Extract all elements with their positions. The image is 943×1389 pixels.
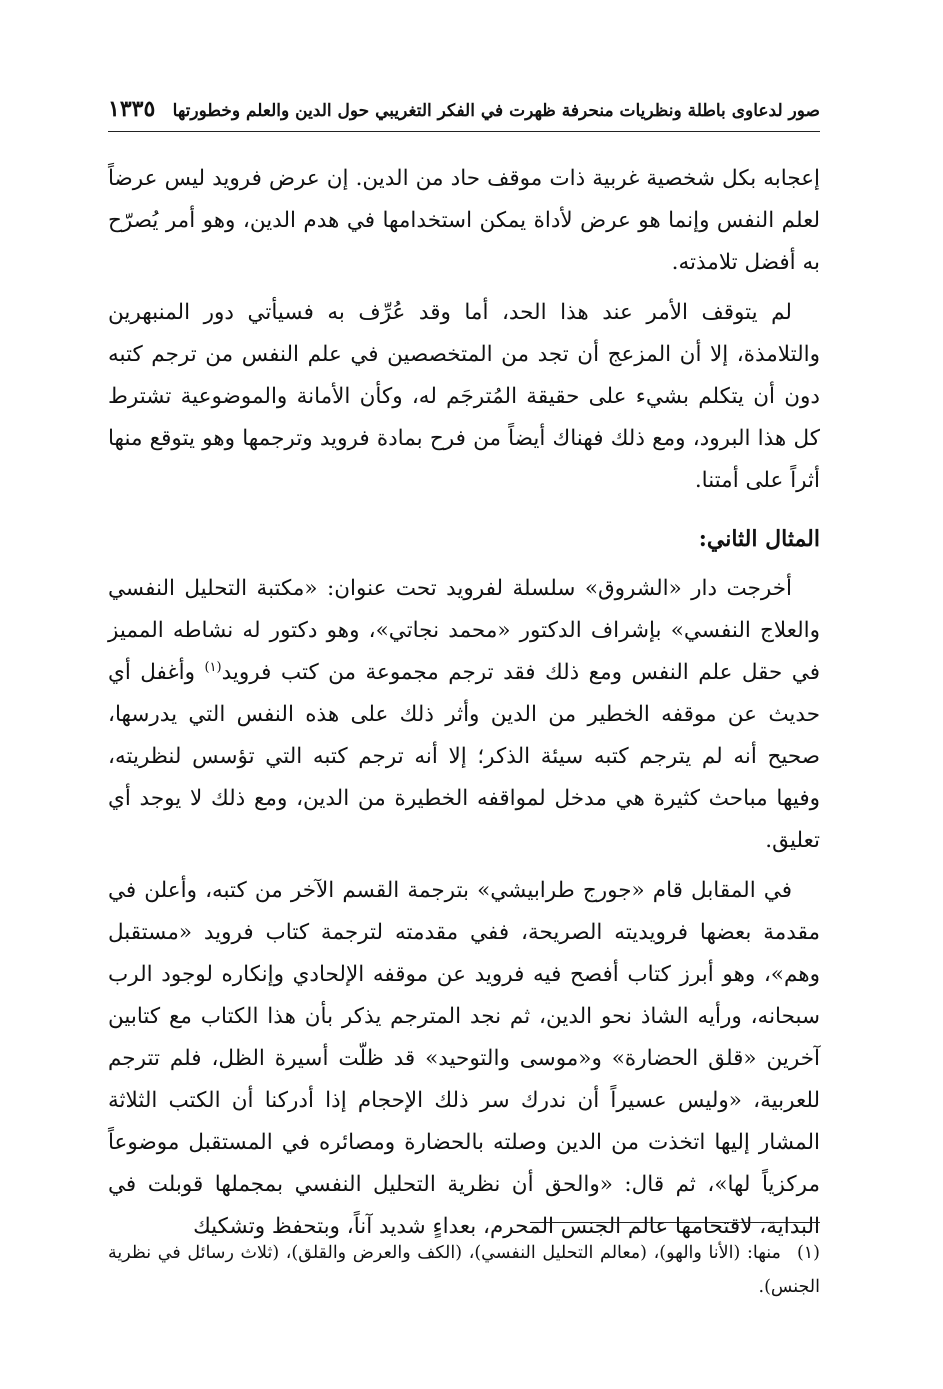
body-text <box>108 158 820 1248</box>
example-paragraph <box>108 568 820 862</box>
example-text-end: وأغفل أي حديث عن موقفه الخطير من الدين وأثر ذلك على هذه النفس التي يدرسها، صحيح أنه لم يترجم كتبه سيئة الذكر؛ إلا أنه ترجم كتبه التي تؤسس لنظريته، وفيها مباحث كثيرة هي مدخل لمواقفه الخطيرة من الدين، ومع ذلك لا يوجد أي تعليق. <box>108 660 820 853</box>
paragraph: إعجابه بكل شخصية غربية ذات موقف حاد من الدين. إن عرض فرويد ليس عرضاً لعلم النفس وإنما هو عرض لأداة يمكن استخدامها في هدم الدين، وهو أمر يُصرّح به أفضل تلامذته. <box>108 166 820 275</box>
footnote-reference[interactable]: (١) <box>204 659 222 675</box>
paragraph: لم يتوقف الأمر عند هذا الحد، أما وقد عُرِّف به فسيأتي دور المنبهرين والتلامذة، إلا أن المزعج أن تجد من المتخصصين في علم النفس من ترجم كتبه دون أن يتكلم بشيء على حقيقة المُترجَم له، وكأن الأمانة والموضوعية تشترط كل هذا البرود، ومع ذلك فهناك أيضاً من فرح بمادة فرويد وترجمها وهو يتوقع منها أثراً على أمتنا. <box>108 300 821 493</box>
section-heading: المثال الثاني: <box>698 526 820 552</box>
example-text-start: أخرجت دار «الشروق» سلسلة لفرويد تحت عنوان: «مكتبة التحليل النفسي والعلاج النفسي» بإشراف الدكتور «محمد نجاتي»، وهو دكتور له نشاطه المميز في حقل علم النفس ومع ذلك فقد ترجم مجموعة من كتب فرويد <box>108 576 820 685</box>
footnote-marker: (١) <box>796 1243 820 1263</box>
running-title: صور لدعاوى باطلة ونظريات منحرفة ظهرت في الفكر التغريبي حول الدين والعلم وخطورتها <box>172 101 820 121</box>
page-number: ١٣٣٥ <box>108 96 156 122</box>
paragraph: في المقابل قام «جورج طرابيشي» بترجمة القسم الآخر من كتبه، وأعلن في مقدمة بعضها فرويديته الصريحة، ففي مقدمته لترجمة كتاب فرويد «مستقبل وهم»، وهو أبرز كتاب أفصح فيه فرويد عن موقفه الإلحادي وإنكاره لوجود الرب سبحانه، ورأيه الشاذ نحو الدين، ثم نجد المترجم يذكر بأن هذا الكتاب مع كتابين آخرين «قلق الحضارة» و«موسى والتوحيد» قد ظلّت أسيرة الظل، فلم تترجم للعربية، «وليس عسيراً أن ندرك سر ذلك الإحجام إذا أدركنا أن الكتب الثلاثة المشار إليها اتخذت من الدين وصلته بالحضارة ومصائره في المستقبل موضوعاً مركزياً لها»، ثم قال: «والحق أن نظرية التحليل النفسي بمجملها قوبلت في البداية، لاقتحامها عالم الجنس المحرم، بعداءٍ شديد آناً، وبتحفظ وتشكيك <box>108 878 820 1239</box>
footnote-divider <box>530 1222 820 1223</box>
footnotes <box>108 1236 820 1304</box>
running-head <box>108 96 820 132</box>
footnote-text: منها: (الأنا والهو)، (معالم التحليل النفسي)، (الكف والعرض والقلق)، (ثلاث رسائل في نظرية الجنس). <box>108 1243 820 1297</box>
book-page <box>108 96 821 1297</box>
